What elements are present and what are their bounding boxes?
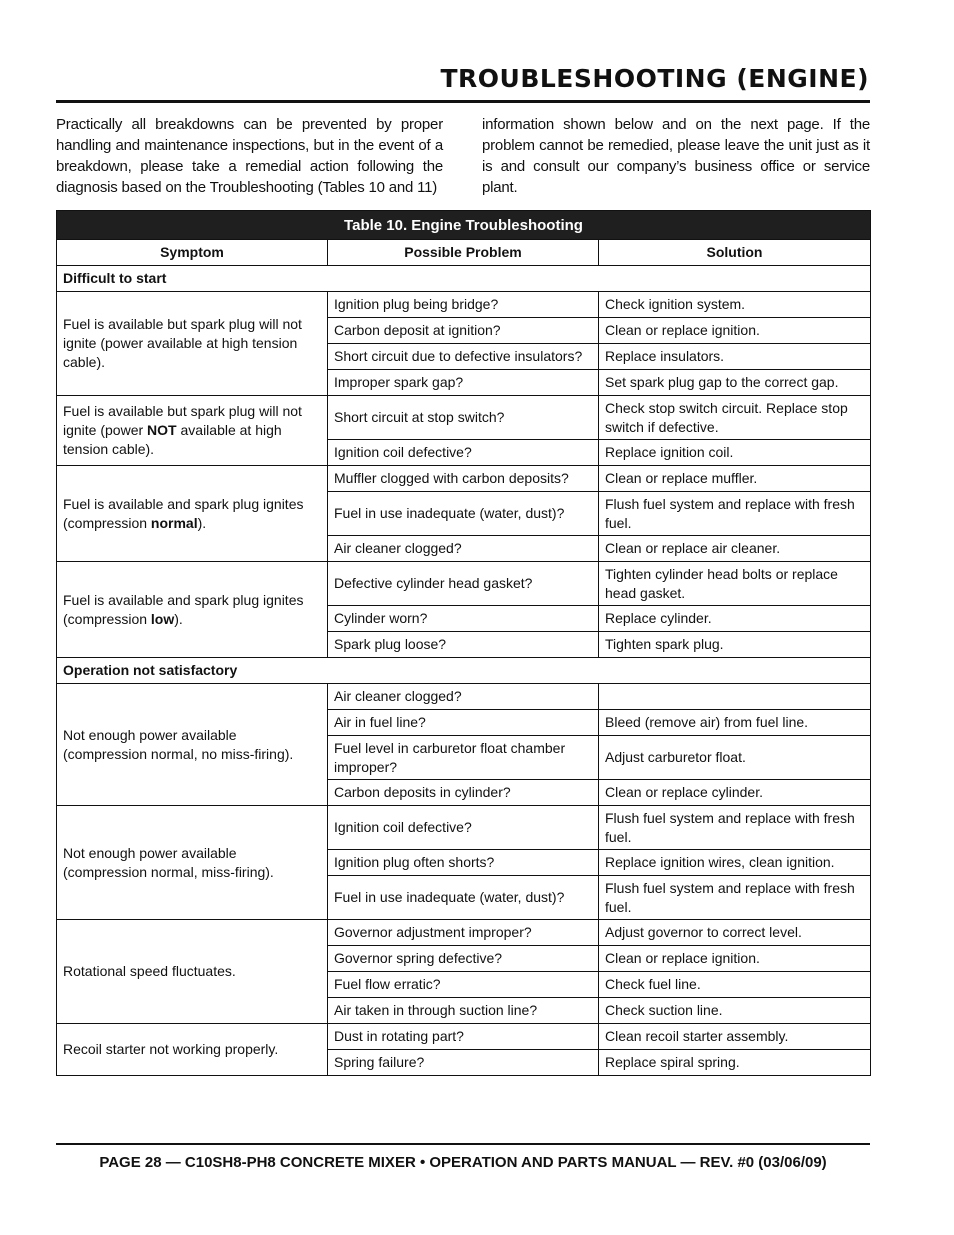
symptom-cell: Not enough power available (compression normal, miss-firing). — [57, 806, 328, 920]
possible-problem-cell: Dust in rotating part? — [328, 1024, 599, 1050]
possible-problem-cell: Ignition coil defective? — [328, 440, 599, 466]
solution-cell: Replace insulators. — [599, 344, 871, 370]
possible-problem-cell: Governor spring defective? — [328, 946, 599, 972]
title-divider — [56, 100, 870, 103]
solution-cell: Flush fuel system and replace with fresh fuel. — [599, 492, 871, 536]
solution-cell: Check stop switch circuit. Replace stop switch if defective. — [599, 396, 871, 440]
possible-problem-cell: Spark plug loose? — [328, 632, 599, 658]
page-title: TROUBLESHOOTING (ENGINE) — [440, 64, 869, 93]
possible-problem-cell: Ignition plug often shorts? — [328, 850, 599, 876]
table-caption: Table 10. Engine Troubleshooting — [57, 211, 871, 240]
solution-cell: Check fuel line. — [599, 972, 871, 998]
solution-cell: Tighten cylinder head bolts or replace head gasket. — [599, 562, 871, 606]
symptom-cell — [57, 396, 328, 466]
column-header-solution: Solution — [599, 240, 871, 266]
table-row — [57, 684, 871, 710]
solution-cell: Tighten spark plug. — [599, 632, 871, 658]
solution-cell: Clean or replace cylinder. — [599, 780, 871, 806]
symptom-text: Fuel is available and spark plug ignites (compression — [63, 495, 304, 531]
column-header-possible-problem: Possible Problem — [328, 240, 599, 266]
column-header-symptom: Symptom — [57, 240, 328, 266]
symptom-cell — [57, 466, 328, 562]
possible-problem-cell: Carbon deposits in cylinder? — [328, 780, 599, 806]
possible-problem-cell: Fuel flow erratic? — [328, 972, 599, 998]
possible-problem-cell: Fuel level in carburetor float chamber improper? — [328, 736, 599, 780]
solution-cell: Clean or replace ignition. — [599, 946, 871, 972]
possible-problem-cell: Air cleaner clogged? — [328, 536, 599, 562]
table-row — [57, 466, 871, 492]
possible-problem-cell: Ignition coil defective? — [328, 806, 599, 850]
possible-problem-cell: Improper spark gap? — [328, 370, 599, 396]
solution-cell: Clean or replace ignition. — [599, 318, 871, 344]
solution-cell: Clean or replace muffler. — [599, 466, 871, 492]
symptom-cell: Rotational speed fluctuates. — [57, 920, 328, 1024]
possible-problem-cell: Air taken in through suction line? — [328, 998, 599, 1024]
possible-problem-cell: Fuel in use inadequate (water, dust)? — [328, 876, 599, 920]
possible-problem-cell: Muffler clogged with carbon deposits? — [328, 466, 599, 492]
possible-problem-cell: Air cleaner clogged? — [328, 684, 599, 710]
possible-problem-cell: Carbon deposit at ignition? — [328, 318, 599, 344]
solution-cell: Flush fuel system and replace with fresh fuel. — [599, 806, 871, 850]
intro-paragraph-right: information shown below and on the next page. If the problem cannot be remedied, please leave the unit just as it is and consult our company’s business office or service plant. — [482, 116, 870, 196]
solution-cell: Bleed (remove air) from fuel line. — [599, 710, 871, 736]
intro-paragraph-left: Practically all breakdowns can be prevented by proper handling and maintenance inspections, but in the event of a breakdown, please take a remedial action following the diagnosis based on the Troubleshooting (Tables 10 and 11) — [56, 116, 443, 196]
solution-cell: Check ignition system. — [599, 292, 871, 318]
symptom-cell — [57, 562, 328, 658]
possible-problem-cell: Governor adjustment improper? — [328, 920, 599, 946]
solution-cell: Adjust governor to correct level. — [599, 920, 871, 946]
possible-problem-cell: Short circuit due to defective insulators? — [328, 344, 599, 370]
symptom-text: Fuel is available and spark plug ignites (compression — [63, 591, 304, 627]
symptom-text: ). — [174, 610, 183, 627]
solution-cell: Replace spiral spring. — [599, 1050, 871, 1076]
symptom-emphasis: normal — [150, 514, 198, 531]
symptom-emphasis: low — [150, 610, 175, 627]
table-row — [57, 562, 871, 606]
table-body — [57, 266, 871, 1076]
table-row — [57, 292, 871, 318]
solution-cell: Clean or replace air cleaner. — [599, 536, 871, 562]
symptom-emphasis: NOT — [147, 422, 177, 438]
solution-cell: Clean recoil starter assembly. — [599, 1024, 871, 1050]
table-row — [57, 806, 871, 850]
table-row — [57, 1024, 871, 1050]
section-heading: Operation not satisfactory — [57, 658, 871, 684]
solution-cell: Set spark plug gap to the correct gap. — [599, 370, 871, 396]
possible-problem-cell: Ignition plug being bridge? — [328, 292, 599, 318]
table-row — [57, 920, 871, 946]
engine-troubleshooting-table — [56, 210, 871, 1076]
symptom-text: Fuel is available but spark plug will not ignite (power — [63, 403, 302, 438]
solution-cell: Adjust carburetor float. — [599, 736, 871, 780]
symptom-cell: Not enough power available (compression normal, no miss-firing). — [57, 684, 328, 806]
footer-divider — [56, 1143, 870, 1145]
symptom-text: available at high tension cable). — [63, 422, 282, 457]
symptom-cell: Fuel is available but spark plug will not ignite (power available at high tension cable). — [57, 292, 328, 396]
solution-cell: Replace ignition wires, clean ignition. — [599, 850, 871, 876]
page-footer: PAGE 28 — C10SH8-PH8 CONCRETE MIXER • OPERATION AND PARTS MANUAL — REV. #0 (03/06/09) — [99, 1154, 827, 1171]
possible-problem-cell: Short circuit at stop switch? — [328, 396, 599, 440]
solution-cell — [599, 684, 871, 710]
possible-problem-cell: Defective cylinder head gasket? — [328, 562, 599, 606]
symptom-text: ). — [197, 514, 207, 531]
solution-cell: Check suction line. — [599, 998, 871, 1024]
solution-cell: Replace cylinder. — [599, 606, 871, 632]
possible-problem-cell: Spring failure? — [328, 1050, 599, 1076]
possible-problem-cell: Air in fuel line? — [328, 710, 599, 736]
possible-problem-cell: Fuel in use inadequate (water, dust)? — [328, 492, 599, 536]
possible-problem-cell: Cylinder worn? — [328, 606, 599, 632]
section-heading: Difficult to start — [57, 266, 871, 292]
solution-cell: Replace ignition coil. — [599, 440, 871, 466]
symptom-cell: Recoil starter not working properly. — [57, 1024, 328, 1076]
solution-cell: Flush fuel system and replace with fresh fuel. — [599, 876, 871, 920]
table-row — [57, 396, 871, 440]
